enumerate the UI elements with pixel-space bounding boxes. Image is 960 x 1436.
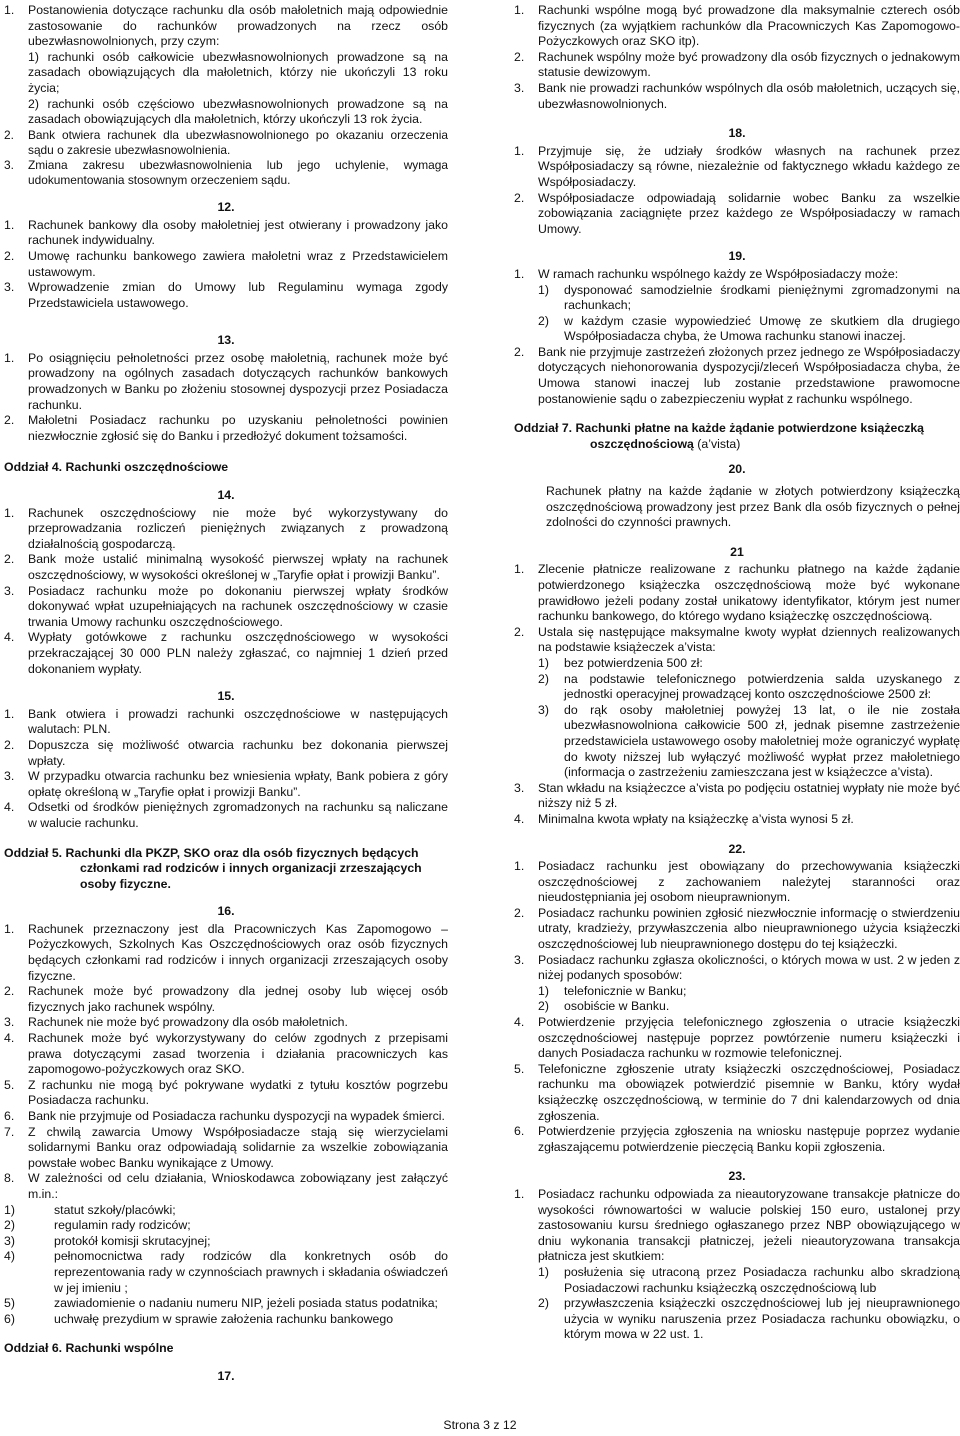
paragraph-text: przywłaszczenia książeczki oszczędnościowej lub jej nieuprawnionego użycia w wyniku naruszenia przez Posiadacza rachunku obowiązku, o którym mowa w 22 ust. 1. (564, 1296, 960, 1342)
paragraph-text: Telefoniczne zgłoszenie utraty książeczki oszczędnościowej, Posiadacz rachunku ma obowiązek potwierdzić pisemnie w Banku, który wydał książeczkę oszczędnościową, w terminie do 7 dni kalendarzowych od dnia zgłoszenia. (538, 1061, 960, 1123)
paragraph-text: 2) rachunki osób częściowo ubezwłasnowolnionych prowadzone są na zasadach obowiązujących dla małoletnich, którzy ukończyli 13 rok życia. (28, 96, 448, 127)
list-item: 2. Dopuszcza się możliwość otwarcia rachunku bez dokonania pierwszej wpłaty. (4, 737, 448, 768)
paragraph-text: Posiadacz rachunku jest obowiązany do przechowywania książeczki oszczędnościowej z zachowaniem należytej staranności oraz nieudostępniania jej osobom nieuprawnionym. (538, 859, 960, 905)
sub-list-item: 1) posłużenia się utraconą przez Posiadacza rachunku albo skradzioną Posiadaczowi rachunku książeczką oszczędnościową lub (538, 1264, 960, 1295)
paragraph-text: Rachunek oszczędnościowy nie może być wykorzystywany do przeprowadzania rozliczeń pieniężnych związanych z prowadzoną działalnością gospodarczą. (28, 505, 448, 551)
list-item: 1. Przyjmuje się, że udziały środków własnych na rachunek przez Współposiadaczy są równe, niezależnie od faktycznego wkładu każdego ze Współposiadaczy. (514, 143, 960, 189)
sub-list-item: 2) osobiście w Banku. (538, 999, 670, 1014)
list-item (4, 50, 448, 97)
sub-list-item: 1) dysponować samodzielnie środkami pieniężnymi zgromadzonymi na rachunkach; (538, 282, 960, 313)
paragraph-text: dysponować samodzielnie środkami pieniężnymi zgromadzonymi na rachunkach; (564, 282, 960, 313)
list-item: 1. Rachunek przeznaczony jest dla Pracowniczych Kas Zapomogowo – Pożyczkowych, Szkolnych Kas Oszczędnościowych oraz osób fizycznych będących członkami rad rodziców i innych organizacji zrzeszających osoby fizyczne. (4, 921, 448, 983)
section-heading: 22. (728, 841, 746, 856)
sub-list-item: 2) w każdym czasie wypowiedzieć Umowę ze skutkiem dla drugiego Współposiadacza chyba, że Umowa rachunku stanowi inaczej. (538, 313, 960, 344)
list-item: 1. Zlecenie płatnicze realizowane z rachunku płatnego na każde żądanie potwierdzonego książeczka oszczędnościową może być wykonane prawidłowo jeżeli podany został unikatowy identyfikator, którym jest numer rachunku bankowego, do którego wydano książeczkę oszczędnościową. (514, 562, 960, 624)
paragraph-text: w każdym czasie wypowiedzieć Umowę ze skutkiem dla drugiego Współposiadacza chyba, że Umowa rachunku stanowi inaczej. (564, 313, 960, 344)
paragraph-text: Przyjmuje się, że udziały środków własnych na rachunek przez Współposiadaczy są równe, niezależnie od faktycznego wkładu każdego ze Współposiadaczy. (538, 143, 960, 189)
paragraph-text: Wypłaty gotówkowe z rachunku oszczędnościowego w wysokości przekraczającej 30 000 PLN należy zgłaszać, co najmniej 1 dzień przed dokonaniem wypłaty. (28, 630, 448, 676)
division-title-plain: (a’vista) (693, 436, 741, 451)
paragraph-text: Posiadacz rachunku odpowiada za nieautoryzowane transakcje płatnicze do wysokości równowartości w walucie polskiej 150 euro, ustalonej przy zastosowaniu kursu średniego ogłaszanego przez NBP obowiązującego w dniu wykonania transakcji płatniczej, jeżeli nieautoryzowana transakcja płatnicza jest skutkiem: (538, 1186, 960, 1264)
division-title: Oddział 4. Rachunki oszczędnościowe (4, 460, 229, 475)
sub-list-item: 3) do rąk osoby małoletniej powyżej 13 lat, o ile nie została ubezwłasnowolniona całkowicie 500 zł, jednak pisemne zastrzeżenie przedstawiciela ustawowego osoby małoletniej może ograniczyć wypłatę do kwoty niższej lub wyłączyć możliwość wypłat przez małoletniego (informacja o zastrzeżeniu zamieszczana jest w książeczce a’vista). (538, 702, 960, 780)
paragraph: Rachunek płatny na każde żądanie w złotych potwierdzony książeczką oszczędnościową prowadzony jest przez Bank dla osób fizycznych o pełnej zdolności do czynności prawnych. (546, 484, 960, 530)
sub-list-item: 1) bez potwierdzenia 500 zł: (538, 655, 703, 670)
paragraph-text: Rachunek może być prowadzony dla jednej osoby lub więcej osób fizycznych jako rachunek wspólny. (28, 984, 448, 1014)
section-heading: 20. (728, 462, 746, 477)
paragraph-text: Rachunek bankowy dla osoby małoletniej jest otwierany i prowadzony jako rachunek indywidualny. (28, 217, 448, 248)
list-item: 3. Bank nie prowadzi rachunków wspólnych dla osób małoletnich, uczących się, ubezwłasnowolnionych. (514, 80, 960, 111)
paragraph-text: Współposiadacze odpowiadają solidarnie wobec Banku za wszelkie zobowiązania zaciągnięte przez każdego ze Współposiadaczy w ramach Umowy. (538, 190, 960, 236)
list-item: 2. Rachunek wspólny może być prowadzony dla osób fizycznych o jednakowym statusie dewizowym. (514, 49, 960, 80)
list-item: 3. Rachunek nie może być prowadzony dla osób małoletnich. (4, 1015, 348, 1030)
list-item: 2. Rachunek może być prowadzony dla jednej osoby lub więcej osób fizycznych jako rachunek wspólny. (4, 984, 448, 1014)
section-heading: 21 (730, 544, 744, 559)
list-item: 4. Wypłaty gotówkowe z rachunku oszczędnościowego w wysokości przekraczającej 30 000 PLN należy zgłaszać, co najmniej 1 dzień przed dokonaniem wypłaty. (4, 630, 448, 676)
list-item: 6. Bank nie przyjmuje od Posiadacza rachunku dyspozycji na wypadek śmierci. (4, 1109, 445, 1123)
paragraph-text: Rachunek może być wykorzystywany do celów zgodnych z przepisami prawa dotyczącymi zasad tworzenia i działania pracowniczych kas zapomogowo-pożyczkowych oraz SKO. (28, 1031, 448, 1077)
section-heading: 16. (217, 904, 235, 919)
paragraph-text: Posiadacz rachunku zgłasza okoliczności, o których mowa w ust. 2 w jeden z niżej podanych sposobów: (538, 952, 960, 983)
paragraph-text: na podstawie telefonicznego potwierdzenia salda uzyskanego z jednostki operacyjnej prowadzącej konto oszczędnościowe 2500 zł: (564, 671, 960, 702)
section-heading: 17. (217, 1368, 235, 1383)
list-item: 1. Rachunek bankowy dla osoby małoletniej jest otwierany i prowadzony jako rachunek indywidualny. (4, 217, 448, 248)
paragraph-text: Potwierdzenie przyjęcia telefonicznego zgłoszenia o utracie książeczki oszczędnościowej następuje poprzez powtórzenie numeru książeczki i danych Posiadacza rachunku w rozmowie telefonicznej. (538, 1015, 960, 1061)
sub-list-item: 2) regulamin rady rodziców; (4, 1218, 191, 1233)
section-heading: 18. (728, 126, 746, 141)
sub-list-item: 2) na podstawie telefonicznego potwierdzenia salda uzyskanego z jednostki operacyjnej prowadzącej konto oszczędnościowe 2500 zł: (538, 671, 960, 702)
paragraph-text: W zależności od celu działania, Wnioskodawca zobowiązany jest załączyć m.in.: (28, 1171, 448, 1201)
paragraph-text: Z chwilą zawarcia Umowy Współposiadacze stają się wierzycielami solidarnymi Banku oraz odpowiadają solidarnie za wszelkie zobowiązania powstałe wobec Banku wynikające z Umowy. (28, 1124, 448, 1170)
list-item: 1. Posiadacz rachunku odpowiada za nieautoryzowane transakcje płatnicze do wysokości równowartości w walucie polskiej 150 euro, ustalonej przy zastosowaniu kursu średniego ogłaszanego przez NBP obowiązującego w dniu wykonania transakcji płatniczej, jeżeli nieautoryzowana transakcja płatnicza jest skutkiem: (514, 1186, 960, 1264)
sub-list-item: 2) przywłaszczenia książeczki oszczędnościowej lub jej nieuprawnionego użycia w wyniku naruszenia przez Posiadacza rachunku obowiązku, o którym mowa w 22 ust. 1. (538, 1296, 960, 1342)
list-item: 4. Odsetki od środków pieniężnych zgromadzonych na rachunku są naliczane w walucie rachunku. (4, 800, 448, 830)
paragraph-text: Stan wkładu na książeczce a’vista po podjęciu ostatniej wypłaty nie może być niższy niż 5 zł. (538, 780, 960, 811)
paragraph-text: uchwałę prezydium w sprawie założenia rachunku bankowego (54, 1311, 394, 1326)
sub-list-item: 5) zawiadomienie o nadaniu numeru NIP, jeżeli posiada status podatnika; (4, 1296, 438, 1311)
paragraph-text: Posiadacz rachunku powinien zgłosić niezwłocznie informację o stwierdzeniu utraty, kradzieży, przywłaszczenia albo nieuprawnionego użycia książeczki oszczędnościowej lub nieuprawnionego dostępu do tej książeczki. (538, 905, 960, 952)
list-item: 2. Bank może ustalić minimalną wysokość pierwszej wpłaty na rachunek oszczędnościowy, w wysokości określonej w „Taryfie opłat i prowizji Banku”. (4, 552, 448, 582)
list-item: 1. Rachunek oszczędnościowy nie może być wykorzystywany do przeprowadzania rozliczeń pieniężnych związanych z prowadzoną działalnością gospodarczą. (4, 505, 448, 551)
paragraph-text: Umowę rachunku bankowego zawiera małoletni wraz z Przedstawicielem ustawowym. (28, 248, 448, 279)
paragraph-text: Bank otwiera i prowadzi rachunki oszczędnościowe w następujących walutach: PLN. (28, 706, 448, 737)
list-item: 2. Umowę rachunku bankowego zawiera małoletni wraz z Przedstawicielem ustawowym. (4, 248, 448, 279)
list-item: 3. Posiadacz rachunku może po dokonaniu pierwszej wpłaty środków dokonywać wpłat uzupełniających na rachunek oszczędnościowy w czasie trwania Umowy rachunku oszczędnościowego. (4, 583, 448, 629)
paragraph-text: Bank nie prowadzi rachunków wspólnych dla osób małoletnich, uczących się, ubezwłasnowolnionych. (538, 80, 960, 111)
list-item: 5. Telefoniczne zgłoszenie utraty książeczki oszczędnościowej, Posiadacz rachunku ma obowiązek potwierdzić pisemnie w Banku, który wydał książeczkę oszczędnościową, w terminie do 7 dni kalendarzowych od dnia zgłoszenia. (514, 1061, 960, 1123)
sub-list-item: 1) statut szkoły/placówki; (4, 1202, 176, 1217)
section-heading: 12. (217, 200, 235, 215)
list-item: 1. W ramach rachunku wspólnego każdy ze Współposiadaczy może: (514, 266, 899, 281)
paragraph-text: Rachunki wspólne mogą być prowadzone dla maksymalnie czterech osób fizycznych (za wyjątkiem rachunków dla Pracowniczych Kas Zapomogowo-Pożyczkowych oraz SKO itp). (538, 3, 960, 49)
division-title: Oddział 6. Rachunki wspólne (4, 1341, 174, 1356)
right-column (514, 3, 960, 1343)
sub-list-item: 1) telefonicznie w Banku; (538, 983, 687, 998)
list-item: 4. Minimalna kwota wpłaty na książeczkę a’vista wynosi 5 zł. (514, 811, 854, 826)
paragraph-text: Rachunek wspólny może być prowadzony dla osób fizycznych o jednakowym statusie dewizowym. (538, 49, 960, 80)
paragraph-text: Odsetki od środków pieniężnych zgromadzonych na rachunku są naliczane w walucie rachunku. (28, 800, 448, 830)
division-title-line: Oddział 7. Rachunki płatne na każde żądanie potwierdzone książeczką (514, 421, 925, 436)
division-title-line: Oddział 5. Rachunki dla PKZP, SKO oraz dla osób fizycznych będących (4, 845, 419, 860)
paragraph-text: Bank nie przyjmuje zastrzeżeń złożonych przez jednego ze Współposiadaczy dotyczących niehonorowania dyspozycji/zleceń Współposiadacza chyba, że Umowa stanowi inaczej lub zostanie przedstawione prawomocne postanowienie sądu o zabezpieczeniu wypłat z rachunku wspólnego. (538, 344, 960, 406)
paragraph-text: Wprowadzenie zmian do Umowy lub Regulaminu wymaga zgody Przedstawiciela ustawowego. (28, 280, 448, 310)
division-title (4, 846, 448, 893)
list-item: 3. Zmiana zakresu ubezwłasnowolnienia lub jego uchylenie, wymaga udokumentowania stosownym orzeczeniem sądu. (4, 157, 448, 188)
sub-list-item: 4) pełnomocnictwa rady rodziców dla konkretnych osób do reprezentowania rady w czynnościach prawnych i składania oświadczeń w jej imieniu ; (4, 1249, 448, 1295)
section-heading: 23. (728, 1169, 746, 1184)
list-item: 2. Posiadacz rachunku powinien zgłosić niezwłocznie informację o stwierdzeniu utraty, kradzieży, przywłaszczenia albo nieuprawnionego użycia książeczki oszczędnościowej lub nieuprawnionego dostępu do tej książeczki. (514, 905, 960, 952)
list-item: 6. Potwierdzenie przyjęcia zgłoszenia na wniosku następuje poprzez wydanie zgłaszającemu potwierdzenie pieczęcią Banku kopii zgłoszenia. (514, 1124, 960, 1154)
paragraph-text: posłużenia się utraconą przez Posiadacza rachunku albo skradzioną Posiadaczowi rachunku książeczką oszczędnościową lub (564, 1264, 960, 1295)
sub-list-item: 6) uchwałę prezydium w sprawie założenia rachunku bankowego (4, 1311, 394, 1326)
list-item: 3. Posiadacz rachunku zgłasza okoliczności, o których mowa w ust. 2 w jeden z niżej podanych sposobów: (514, 952, 960, 983)
paragraph-text: Bank może ustalić minimalną wysokość pierwszej wpłaty na rachunek oszczędnościowy, w wysokości określonej w „Taryfie opłat i prowizji Banku”. (28, 552, 448, 582)
paragraph-text: Minimalna kwota wpłaty na książeczkę a’vista wynosi 5 zł. (538, 811, 854, 826)
list-item: 1. Posiadacz rachunku jest obowiązany do przechowywania książeczki oszczędnościowej z zachowaniem należytej staranności oraz nieudostępniania jej osobom nieuprawnionym. (514, 859, 960, 905)
list-item: 3. W przypadku otwarcia rachunku bez wniesienia wpłaty, Bank pobiera z góry opłatę określoną w „Taryfie opłat i prowizji Banku”. (4, 769, 448, 799)
paragraph-text: zawiadomienie o nadaniu numeru NIP, jeżeli posiada status podatnika; (54, 1296, 438, 1311)
section-heading: 13. (217, 333, 235, 348)
list-item: 1. Bank otwiera i prowadzi rachunki oszczędnościowe w następujących walutach: PLN. (4, 706, 448, 737)
paragraph-text: Zlecenie płatnicze realizowane z rachunku płatnego na każde żądanie potwierdzonego książeczka oszczędnościową może być wykonane prawidłowo jeżeli podany został unikatowy identyfikator, którym jest numer rachunku bankowego, do którego wydano książeczkę oszczędnościową. (538, 562, 960, 624)
list-item: 5. Z rachunku nie mogą być pokrywane wydatki z tytułu kosztów pogrzebu Posiadacza rachunku. (4, 1077, 448, 1108)
division-title-line (514, 437, 960, 453)
list-item: 2. Współposiadacze odpowiadają solidarnie wobec Banku za wszelkie zobowiązania zaciągnięte przez każdego ze Współposiadaczy w ramach Umowy. (514, 190, 960, 236)
paragraph-text: protokół komisji skrutacyjnej; (54, 1233, 211, 1248)
sub-list-item: 3) protokół komisji skrutacyjnej; (4, 1233, 211, 1248)
paragraph-text: Ustala się następujące maksymalne kwoty wypłat dziennych realizowanych na podstawie książeczek a’vista: (538, 624, 960, 655)
list-item: 1. Po osiągnięciu pełnoletności przez osobę małoletnią, rachunek może być prowadzony na ogólnych zasadach dotyczących rachunków bankowych prowadzonych w Banku po złożeniu stosownej dyspozycji przez Posiadacza rachunku. (4, 350, 448, 412)
paragraph-text: regulamin rady rodziców; (54, 1218, 191, 1233)
paragraph-text: pełnomocnictwa rady rodziców dla konkretnych osób do reprezentowania rady w czynnościach prawnych i składania oświadczeń w jej imieniu ; (54, 1249, 448, 1295)
paragraph-text: Potwierdzenie przyjęcia zgłoszenia na wniosku następuje poprzez wydanie zgłaszającemu potwierdzenie pieczęcią Banku kopii zgłoszenia. (538, 1124, 960, 1154)
list-item: 7. Z chwilą zawarcia Umowy Współposiadacze stają się wierzycielami solidarnymi Banku oraz odpowiadają solidarnie za wszelkie zobowiązania powstałe wobec Banku wynikające z Umowy. (4, 1124, 448, 1170)
list-item: 3. Wprowadzenie zmian do Umowy lub Regulaminu wymaga zgody Przedstawiciela ustawowego. (4, 280, 448, 310)
paragraph-text: bez potwierdzenia 500 zł: (564, 655, 703, 670)
left-column (4, 3, 448, 1387)
paragraph-text: statut szkoły/placówki; (54, 1202, 176, 1217)
paragraph-text: Rachunek przeznaczony jest dla Pracowniczych Kas Zapomogowo – Pożyczkowych, Szkolnych Kas Oszczędnościowych oraz osób fizycznych będących członkami rad rodziców i innych organizacji zrzeszających osoby fizyczne. (28, 921, 448, 983)
list-item: 2. Ustala się następujące maksymalne kwoty wypłat dziennych realizowanych na podstawie książeczek a’vista: (514, 624, 960, 655)
paragraph-text: Posiadacz rachunku może po dokonaniu pierwszej wpłaty środków dokonywać wpłat uzupełniających na rachunek oszczędnościowy w czasie trwania Umowy rachunku oszczędnościowego. (28, 583, 448, 629)
list-item: 8. W zależności od celu działania, Wnioskodawca zobowiązany jest załączyć m.in.: (4, 1171, 448, 1201)
division-title (514, 421, 960, 452)
paragraph-text: Po osiągnięciu pełnoletności przez osobę małoletnią, rachunek może być prowadzony na ogólnych zasadach dotyczących rachunków bankowych prowadzonych w Banku po złożeniu stosownej dyspozycji przez Posiadacza rachunku. (28, 350, 448, 412)
paragraph-text: Postanowienia dotyczące rachunku dla osób małoletnich mają odpowiednie zastosowanie do rachunków prowadzonych na rzecz osób ubezwłasnowolnionych, przy czym: (28, 3, 448, 49)
list-item: 3. Stan wkładu na książeczce a’vista po podjęciu ostatniej wypłaty nie może być niższy niż 5 zł. (514, 780, 960, 811)
list-item: 4. Rachunek może być wykorzystywany do celów zgodnych z przepisami prawa dotyczącymi zasad tworzenia i działania pracowniczych kas zapomogowo-pożyczkowych oraz SKO. (4, 1031, 448, 1077)
list-item: 1. Rachunki wspólne mogą być prowadzone dla maksymalnie czterech osób fizycznych (za wyjątkiem rachunków dla Pracowniczych Kas Zapomogowo-Pożyczkowych oraz SKO itp). (514, 3, 960, 49)
list-item: 4. Potwierdzenie przyjęcia telefonicznego zgłoszenia o utracie książeczki oszczędnościowej następuje poprzez powtórzenie numeru książeczki i danych Posiadacza rachunku w rozmowie telefonicznej. (514, 1015, 960, 1061)
paragraph-text: W ramach rachunku wspólnego każdy ze Współposiadaczy może: (538, 266, 899, 281)
paragraph-text: do rąk osoby małoletniej powyżej 13 lat, o ile nie została ubezwłasnowolniona całkowicie 500 zł, jednak pisemne zastrzeżenie przedstawiciela ustawowego osoby małoletniej może ograniczyć wypłatę do kwoty niższej lub wyłączyć możliwość wypłat przez małoletniego (informacja o zastrzeżeniu zamieszczana jest w książeczce a’vista). (564, 702, 960, 780)
section-heading: 14. (217, 488, 235, 503)
list-item: 2. Małoletni Posiadacz rachunku po uzyskaniu pełnoletności powinien niezwłocznie zgłosić się do Banku i przedłożyć dokument tożsamości. (4, 413, 448, 443)
section-heading: 15. (217, 689, 235, 704)
division-title-line: członkami rad rodziców i innych organizacji zrzeszających osoby fizyczne. (80, 861, 422, 891)
list-item: 2. Bank nie przyjmuje zastrzeżeń złożonych przez jednego ze Współposiadaczy dotyczących niehonorowania dyspozycji/zleceń Współposiadacza chyba, że Umowa stanowi inaczej lub zostanie przedstawione prawomocne postanowienie sądu o zabezpieczeniu wypłat z rachunku wspólnego. (514, 344, 960, 406)
list-item: 1. Postanowienia dotyczące rachunku dla osób małoletnich mają odpowiednie zastosowanie do rachunków prowadzonych na rzecz osób ubezwłasnowolnionych, przy czym: (4, 3, 448, 49)
paragraph-text: Zmiana zakresu ubezwłasnowolnienia lub jego uchylenie, wymaga udokumentowania stosownym orzeczeniem sądu. (28, 157, 448, 188)
paragraph-text: osobiście w Banku. (564, 999, 670, 1014)
paragraph-text: telefonicznie w Banku; (564, 983, 687, 998)
paragraph-text: Małoletni Posiadacz rachunku po uzyskaniu pełnoletności powinien niezwłocznie zgłosić się do Banku i przedłożyć dokument tożsamości. (28, 413, 448, 443)
list-item (4, 97, 448, 128)
division-title-bold: oszczędnościową (590, 436, 694, 451)
paragraph-text: Rachunek nie może być prowadzony dla osób małoletnich. (28, 1015, 348, 1030)
page-number: Strona 3 z 12 (443, 1418, 517, 1432)
paragraph-text: W przypadku otwarcia rachunku bez wniesienia wpłaty, Bank pobiera z góry opłatę określoną w „Taryfie opłat i prowizji Banku”. (28, 769, 448, 799)
paragraph-text: Z rachunku nie mogą być pokrywane wydatki z tytułu kosztów pogrzebu Posiadacza rachunku. (28, 1077, 448, 1108)
paragraph-text: Bank otwiera rachunek dla ubezwłasnowolnionego po okazaniu orzeczenia sądu o zakresie ubezwłasnowolnienia. (28, 127, 448, 157)
paragraph-text: 1) rachunki osób całkowicie ubezwłasnowolnionych prowadzone są na zasadach obowiązujących dla małoletnich, którzy nie ukończyli 13 roku życia; (28, 49, 448, 95)
paragraph-text: Dopuszcza się możliwość otwarcia rachunku bez dokonania pierwszej wpłaty. (28, 737, 448, 768)
section-heading: 19. (728, 249, 746, 264)
paragraph-text: Bank nie przyjmuje od Posiadacza rachunku dyspozycji na wypadek śmierci. (28, 1109, 445, 1123)
list-item: 2. Bank otwiera rachunek dla ubezwłasnowolnionego po okazaniu orzeczenia sądu o zakresie ubezwłasnowolnienia. (4, 127, 448, 157)
